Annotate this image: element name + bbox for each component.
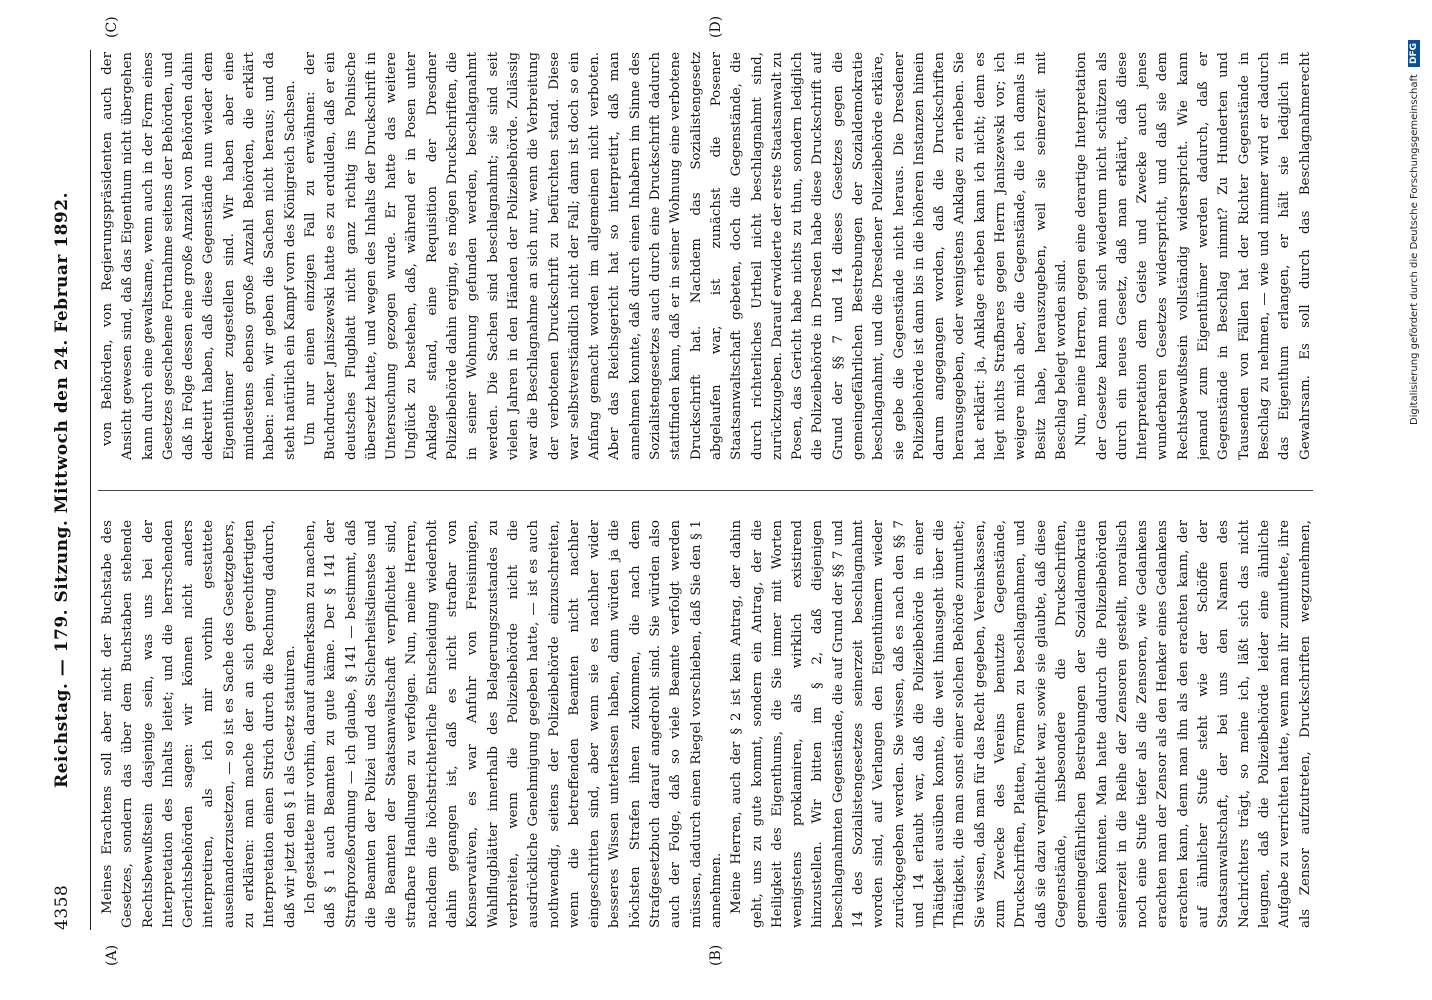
credit-text: Digitalisierung gefördert durch die Deutsche Forschungsgemeinschaft <box>1409 74 1420 426</box>
paragraph: Meine Herren, auch der § 2 ist kein Antrag, der dahin geht, uns zu gute kommt, sondern ein Antrag, der die Heiligkeit des Eigenthums, die Sie immer mit Worten wenigstens proklamiren, als wirklich existirend hinzustellen. Wir bitten im § 2, daß diejenigen beschlagnahmten Gegenstände, die auf Grund der §§ 7 und 14 des Sozialistengesetzes seinerzeit beschlagnahmt worden sind, auf Verlangen den Eigenthümern wieder zurückgegeben werden. Sie wissen, daß es nach den §§ 7 und 14 erlaubt war, daß die Polizeibehörde in einer Thätigkeit ausüben konnte, die weit hinausgeht über die Thätigkeit, die man sonst einer solchen Behörde zumuthet; Sie wissen, daß man für das Recht gegeben, Vereinskassen, zum Zwecke des Vereins benutzte Gegenstände, Druckschriften, Platten, Formen zu beschlagnahmen, und daß sie dazu verpflichtet war, sowie sie glaubte, daß diese Gegenstände, insbesondere die Druckschriften, gemeingefährlichen Bestrebungen der Sozialdemokratie dienen könnten. Man hatte dadurch die Polizeibehörden seinerzeit in die Reihe der Zensoren gestellt, moralisch noch eine Stufe tiefer als die Zensoren, wie Gedankens erachten man der Zensor als den Henker eines Gedankens erachten kann, denn man ihn als den erachten kann, der auf ähnlicher Stufe steht wie der Schöffe der Staatsanwaltschaft, der bei uns den Namen des Nachrichters trägt, so meine ich, läßt sich das nicht leugnen, daß die Polizeibehörde leider eine ähnliche Aufgabe zu verrichten hatte, wenn man ihr zumuthete, ihre als Zensor aufzutreten, Druckschriften wegzunehmen, <box>729 520 1313 928</box>
paragraph: Meines Erachtens soll aber nicht der Buchstabe des Gesetzes, sondern das über dem Buchstaben stehende Rechtsbewußtsein dasjenige sein, was uns bei der Interpretation des Inhalts leitet; und die herrschenden Gerichtsbehörden sagen: wir können nicht anders interpretiren, als ich mir vorhin gestattete auseinanderzusetzen, — so ist es Sache des Gesetzgebers, zu erklären: man mache der an sich gerechtfertigten Interpretation einen Strich durch die Rechnung dadurch, daß wir jetzt den § 1 als Gesetz statuiren. <box>100 520 298 928</box>
paragraph: von Behörden, von Regierungspräsidenten auch der Ansicht gewesen sind, daß das Eigenthum nicht übergehen kann durch eine gewaltsame, wenn auch in der Form eines Gesetzes geschehene Fortnahme seitens der Behörden, und daß in Folge dessen eine große Anzahl von Behörden dahin dekretirt haben, daß diese Gegenstände nun wieder dem Eigenthümer zugestellen sind. Wir haben aber eine mindestens ebenso große Anzahl Behörden, die erklärt haben: nein, wir geben die Sachen nicht heraus; und da steht natürlich ein Kampf vorn des Königreich Sachsen. <box>100 52 298 460</box>
margin-marker-a: (A) <box>104 944 120 966</box>
margin-marker-b: (B) <box>708 944 724 966</box>
dfg-logo: DFG <box>1408 40 1420 67</box>
column-divider <box>98 490 1313 491</box>
paragraph: Nun, meine Herren, gegen eine derartige Interpretation der Gesetze kann man sich wiederum nicht schützen als durch ein neues Gesetz, daß man erklärt, daß diese Interpretation dem Geiste und Zwecke auch jenes wunderbaren Gesetzes widerspricht, und daß sie dem Rechtsbewußtsein vollständig widerspricht. Wie kann jemand zum Eigenthümer werden dadurch, daß er Gegenstände in Beschlag nimmt? Zu Hunderten und Tausenden von Fällen hat der Richter Gegenstände in Beschlag zu nehmen, — wie und nimmer wird er dadurch das Eigenthum erlangen, er hält sie lediglich in Gewahrsam. Es soll durch das Beschlagnahmerecht <box>1074 52 1313 460</box>
left-column <box>98 520 1313 928</box>
margin-marker-c: (C) <box>104 16 120 38</box>
page-number: 4358 <box>52 884 72 930</box>
right-column <box>98 52 1313 460</box>
paragraph: Um nur einen einzigen Fall zu erwähnen: der Buchdrucker Janiszewski hatte es zu erdulden, daß er ein deutsches Flugblatt nicht ganz richtig ins Polnische übersetzt hatte, und wegen des Inhalts der Druckschrift in Untersuchung gezogen wurde. Er hatte das weitere Unglück zu bestehen, daß, während er in Posen unter Anklage stand, eine Requisition der Dresdner Polizeibehörde dahin erging, es mögen Druckschriften, die in seiner Wohnung gefunden werden, beschlagnahmt werden. Die Sachen sind beschlagnahmt; sie sind seit vielen Jahren in den Händen der Polizeibehörde. Zulässig war die Beschlagnahme an sich nur, wenn die Verbreitung der verbotenen Druckschrift zu befürchten stand. Diese war selbstverständlich nicht der Fall; dann ist doch so ein Anfang gemacht worden im allgemeinen nicht verboten. Aber das Reichsgericht hat so interpretirt, daß man annehmen konnte, daß durch einen Inhabern im Sinne des Sozialistengesetzes auch durch eine Druckschrift dadurch stattfinden kann, daß er in seiner Wohnung eine verbotene Druckschrift hat. Nachdem das Sozialistengesetz abgelaufen war, ist zunächst die Posener Staatsanwaltschaft gebeten, doch die Gegenstände, die durch richterliches Urtheil nicht beschlagnahmt sind, zurückzugeben. Darauf erwiderte der erste Staatsanwalt zu Posen, das Gericht habe nichts zu thun, sondern lediglich die Polizeibehörde in Dresden habe diese Druckschrift auf Grund der §§ 7 und 14 dieses Gesetzes gegen die gemeingefährlichen Bestrebungen der Sozialdemokratie beschlagnahmt, und die Dresdener Polizeibehörde erkläre, sie gebe die Gegenstände nicht heraus. Die Dresdener Polizeibehörde ist dann bis in die höheren Instanzen hinein darum angegangen worden, daß die Druckschriften herausgegeben, oder wenigstens Anklage zu erheben. Sie hat erklärt: ja, Anklage erheben kann ich nicht; denn es liegt nichts Strafbares gegen Herrn Janiszewski vor; ich weigere mich aber, die Gegenstände, die ich damals in Besitz habe, herauszugeben, weil sie seinerzeit mit Beschlag belegt worden sind. <box>302 52 1069 460</box>
digitization-credit <box>1408 40 1420 700</box>
running-title: Reichstag. — 179. Sitzung. Mittwoch den 24. Februar 1892. <box>52 191 72 789</box>
margin-marker-d: (D) <box>708 15 724 38</box>
page-header <box>52 50 92 930</box>
paragraph: Ich gestattete mir vorhin, darauf aufmerksam zu machen, daß § 1 auch Beamten zu gute käme. Der § 141 der Strafprozeßordnung — ich glaube, § 141 — bestimmt, daß die Beamten der Polizei und des Sicherheitsdienstes und die Beamten der Staatsanwaltschaft verpflichtet sind, strafbare Handlungen zu verfolgen. Nun, meine Herren, nachdem die höchstrichterliche Entscheidung wiederholt dahin gegangen ist, daß es nicht strafbar von Konservativen, es war Anfuhr von Freisinnigen, Wahlflugblätter innerhalb des Belagerungszustandes zu verbreiten, wenn die Polizeibehörde nicht die ausdrückliche Genehmigung gegeben hatte, — ist es auch nothwendig, seitens der Polizeibehörde einzuschreiten, wenn die betreffenden Beamten nicht nachher eingeschritten sind, aber wenn sie es nachher wider besseres Wissen unterlassen haben, dann würden ja die höchsten Strafen ihnen zukommen, die nach dem Strafgesetzbuch darauf angedroht sind. Sie würden also auch der Folge, daß so viele Beamte verfolgt werden müssen, dadurch einen Riegel vorschieben, daß Sie den § 1 annehmen. <box>302 520 724 928</box>
header-rule <box>90 50 91 930</box>
